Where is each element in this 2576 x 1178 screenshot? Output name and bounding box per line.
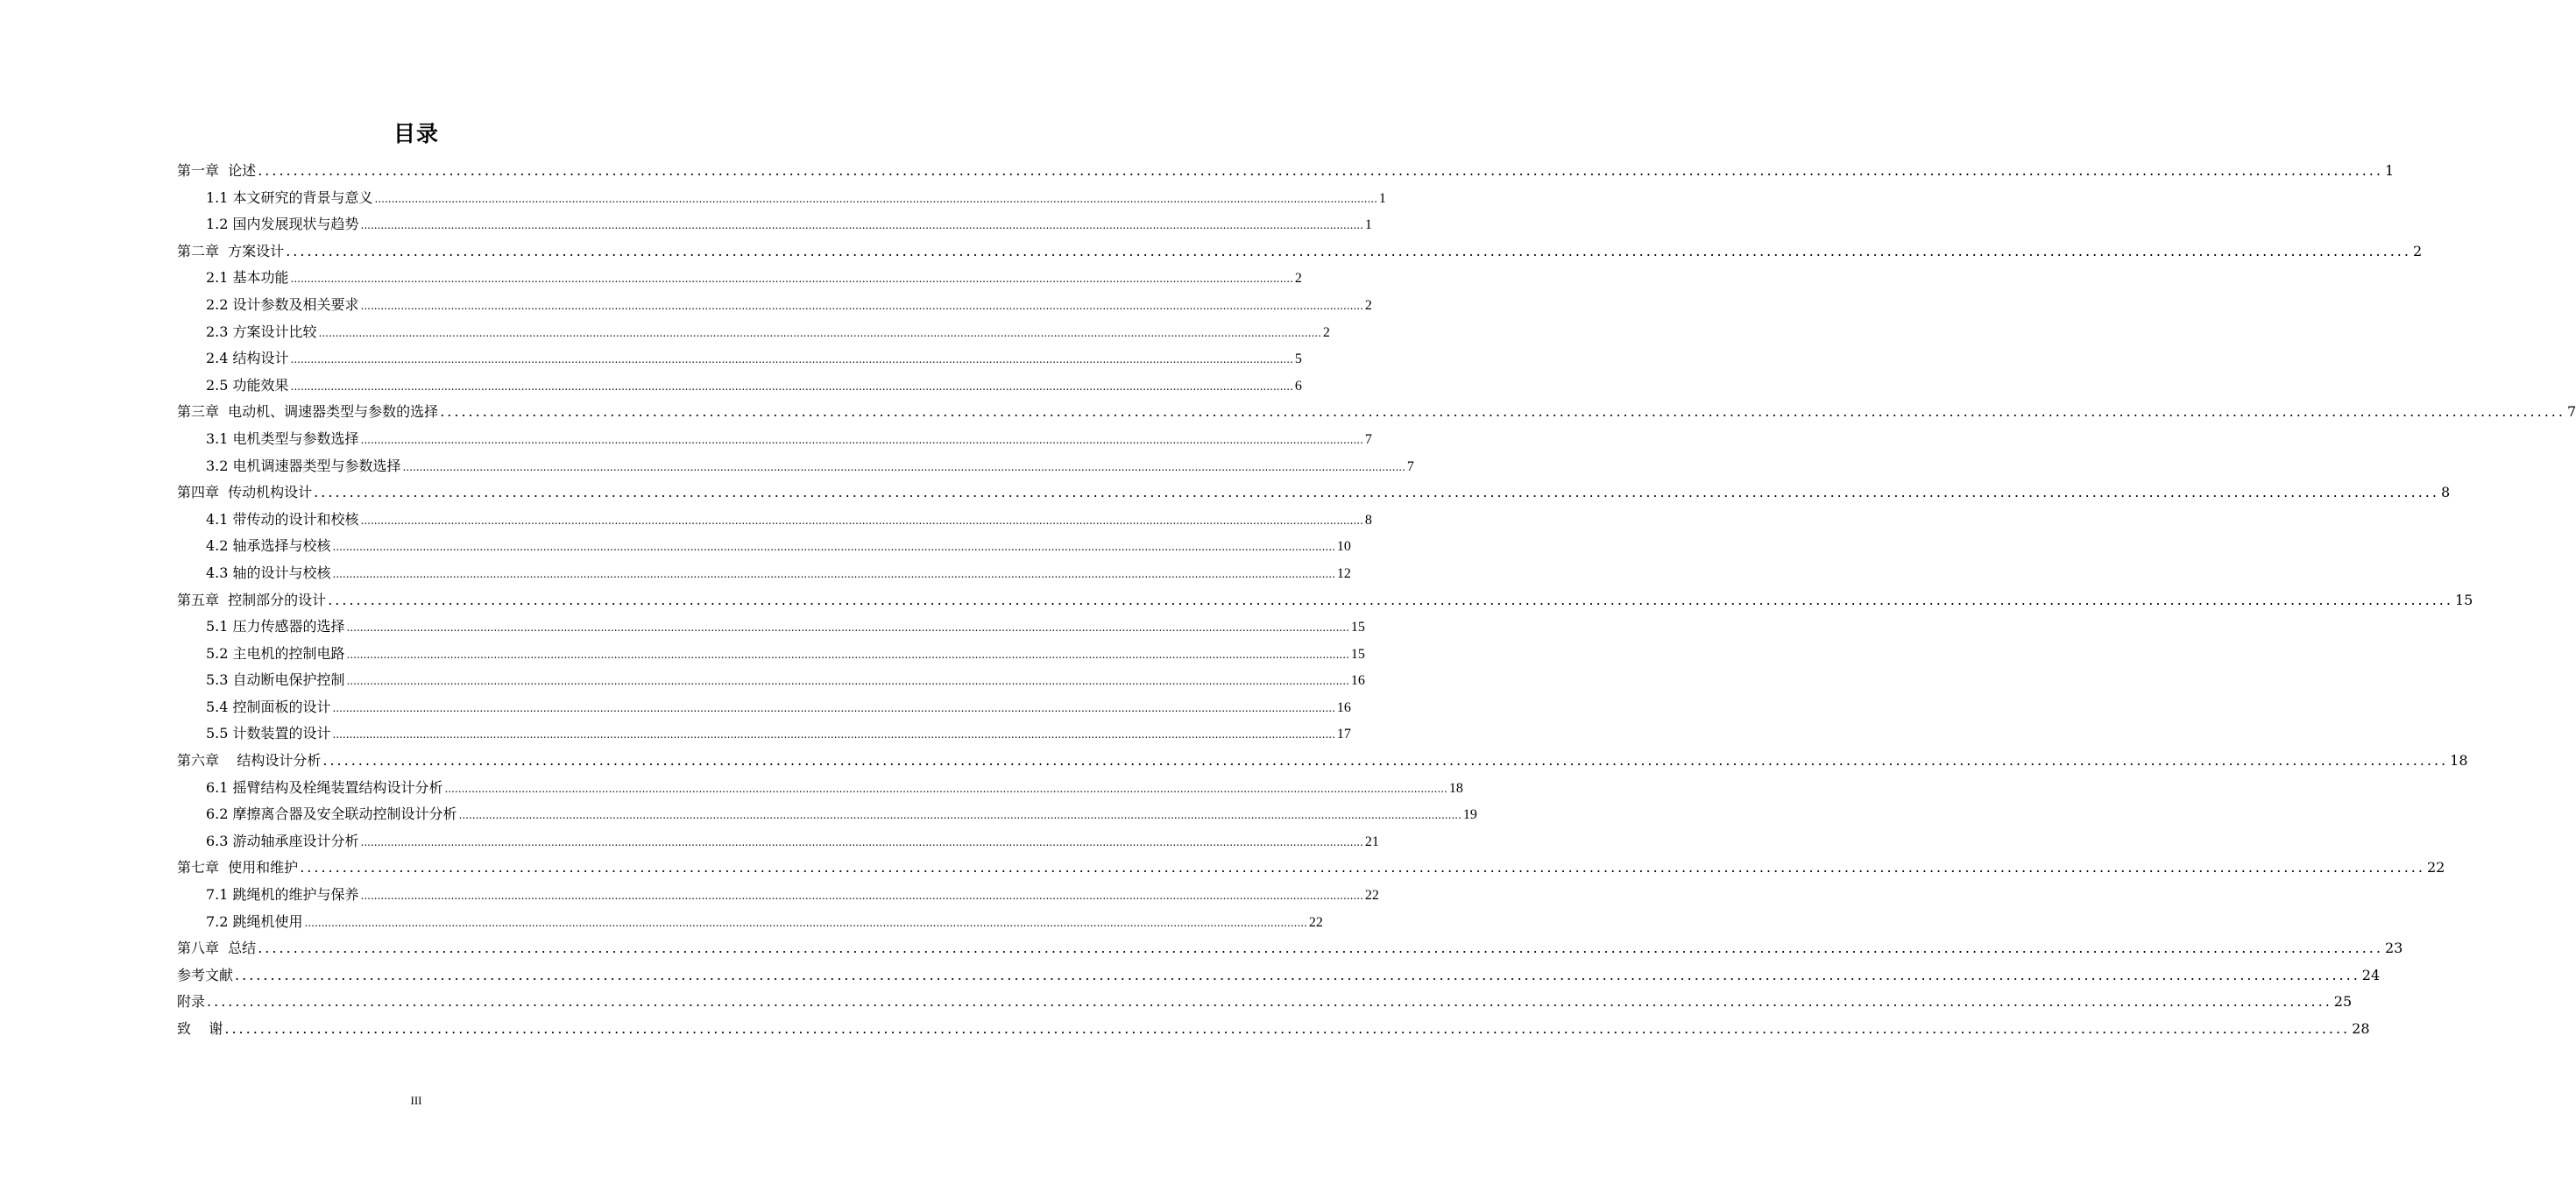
toc-entry-page-number: 7: [1364, 431, 1372, 447]
toc-dot-leader: ............................................................................................................................................................................................................................................................................................................: [235, 966, 2360, 983]
toc-dot-leader: ............................................................................................................................................................................................................................................................................................................: [360, 433, 1363, 446]
toc-chapter-entry[interactable]: [177, 158, 2395, 185]
toc-chapter-entry[interactable]: [177, 1016, 2370, 1043]
toc-entry-label: 6.3 游动轴承座设计分析: [206, 832, 359, 849]
toc-dot-leader: ............................................................................................................................................................................................................................................................................................................: [332, 567, 1335, 580]
toc-dot-leader: ............................................................................................................................................................................................................................................................................................................: [332, 728, 1335, 742]
toc-dot-leader: ............................................................................................................................................................................................................................................................................................................: [314, 484, 2439, 501]
toc-chapter-entry[interactable]: [177, 989, 2353, 1016]
toc-entry-page-number: 15: [2454, 591, 2473, 608]
toc-section-entry[interactable]: [177, 426, 1372, 453]
toc-entry-label: 3.2 电机调速器类型与参数选择: [206, 457, 401, 474]
toc-entry-label: 2.4 结构设计: [206, 350, 289, 367]
toc-entry-page-number: 19: [1462, 807, 1477, 823]
toc-entry-label: 2.3 方案设计比较: [206, 323, 317, 340]
toc-entry-label: 2.2 设计参数及相关要求: [206, 295, 359, 313]
toc-entry-page-number: 1: [2384, 162, 2395, 179]
toc-section-entry[interactable]: [177, 185, 1386, 212]
toc-entry-label: 第三章 电动机、调速器类型与参数的选择: [177, 403, 439, 421]
toc-section-entry[interactable]: [177, 560, 1351, 587]
toc-dot-leader: ............................................................................................................................................................................................................................................................................................................: [286, 242, 2411, 259]
page-title: 目录: [393, 121, 439, 146]
toc-entry-page-number: 18: [1448, 780, 1463, 796]
toc-entry-page-number: 7: [2566, 403, 2576, 421]
toc-entry-page-number: 8: [1364, 512, 1372, 528]
toc-entry-page-number: 2: [1322, 324, 1330, 340]
toc-dot-leader: ............................................................................................................................................................................................................................................................................................................: [346, 675, 1349, 688]
toc-entry-page-number: 12: [1336, 565, 1351, 581]
toc-entry-label: 第一章 论述: [177, 162, 257, 179]
toc-entry-label: 3.1 电机类型与参数选择: [206, 429, 359, 447]
toc-section-entry[interactable]: [177, 373, 1302, 400]
toc-section-entry[interactable]: [177, 882, 1379, 909]
toc-dot-leader: ............................................................................................................................................................................................................................................................................................................: [360, 219, 1363, 232]
toc-section-entry[interactable]: [177, 453, 1414, 480]
toc-entry-label: 1.1 本文研究的背景与意义: [206, 188, 373, 206]
toc-section-entry[interactable]: [177, 614, 1365, 641]
table-of-contents: [177, 158, 2576, 1043]
toc-entry-page-number: 1: [1378, 190, 1386, 206]
toc-entry-label: 参考文献: [177, 966, 234, 983]
toc-dot-leader: ............................................................................................................................................................................................................................................................................................................: [290, 273, 1293, 286]
toc-chapter-entry[interactable]: [177, 238, 2423, 266]
toc-chapter-entry[interactable]: [177, 587, 2473, 614]
toc-entry-label: 5.3 自动断电保护控制: [206, 671, 345, 689]
toc-entry-label: 6.2 摩擦离合器及安全联动控制设计分析: [206, 805, 457, 823]
toc-chapter-entry[interactable]: [177, 399, 2576, 426]
toc-entry-page-number: 2: [1294, 271, 1302, 287]
toc-entry-label: 6.1 摇臂结构及栓绳装置结构设计分析: [206, 778, 443, 796]
toc-section-entry[interactable]: [177, 775, 1463, 802]
toc-dot-leader: ............................................................................................................................................................................................................................................................................................................: [332, 541, 1335, 554]
toc-section-entry[interactable]: [177, 909, 1323, 936]
footer-page-number: III: [410, 1094, 422, 1107]
toc-entry-page-number: 2: [2412, 242, 2423, 259]
toc-entry-page-number: 18: [2450, 752, 2468, 770]
toc-dot-leader: ............................................................................................................................................................................................................................................................................................................: [300, 859, 2425, 876]
toc-entry-label: 致 谢: [177, 1020, 223, 1037]
toc-section-entry[interactable]: [177, 319, 1330, 346]
toc-entry-page-number: 15: [1350, 620, 1365, 635]
toc-entry-page-number: 25: [2333, 993, 2353, 1011]
toc-dot-leader: ............................................................................................................................................................................................................................................................................................................: [360, 835, 1363, 848]
toc-dot-leader: ............................................................................................................................................................................................................................................................................................................: [440, 403, 2565, 421]
toc-dot-leader: ............................................................................................................................................................................................................................................................................................................: [290, 353, 1293, 366]
toc-dot-leader: ............................................................................................................................................................................................................................................................................................................: [332, 701, 1335, 714]
toc-chapter-entry[interactable]: [177, 479, 2451, 507]
toc-dot-leader: ............................................................................................................................................................................................................................................................................................................: [402, 460, 1405, 473]
toc-dot-leader: ............................................................................................................................................................................................................................................................................................................: [346, 648, 1349, 661]
toc-entry-label: 第四章 传动机构设计: [177, 484, 313, 501]
toc-entry-label: 5.4 控制面板的设计: [206, 698, 331, 715]
toc-entry-label: 第八章 总结: [177, 940, 257, 957]
toc-entry-page-number: 7: [1406, 458, 1414, 474]
toc-entry-page-number: 6: [1294, 378, 1302, 394]
toc-section-entry[interactable]: [177, 694, 1351, 721]
toc-entry-page-number: 28: [2352, 1020, 2370, 1037]
toc-chapter-entry[interactable]: [177, 748, 2468, 775]
toc-entry-label: 5.1 压力传感器的选择: [206, 618, 345, 635]
toc-entry-page-number: 16: [1336, 699, 1351, 715]
toc-entry-page-number: 21: [1364, 834, 1379, 849]
toc-entry-label: 7.1 跳绳机的维护与保养: [206, 886, 359, 904]
toc-entry-label: 2.1 基本功能: [206, 269, 289, 287]
toc-dot-leader: ............................................................................................................................................................................................................................................................................................................: [258, 162, 2383, 179]
toc-dot-leader: ............................................................................................................................................................................................................................................................................................................: [328, 591, 2453, 608]
toc-chapter-entry[interactable]: [177, 962, 2381, 990]
toc-dot-leader: ............................................................................................................................................................................................................................................................................................................: [346, 621, 1349, 635]
toc-entry-label: 1.2 国内发展现状与趋势: [206, 216, 359, 233]
toc-entry-label: 4.3 轴的设计与校核: [206, 564, 331, 581]
toc-section-entry[interactable]: [177, 345, 1302, 373]
toc-dot-leader: ............................................................................................................................................................................................................................................................................................................: [374, 192, 1377, 205]
toc-entry-label: 2.5 功能效果: [206, 376, 289, 394]
toc-entry-label: 5.5 计数装置的设计: [206, 725, 331, 742]
toc-section-entry[interactable]: [177, 801, 1477, 828]
toc-entry-label: 第七章 使用和维护: [177, 859, 299, 876]
toc-chapter-entry[interactable]: [177, 855, 2445, 882]
toc-entry-page-number: 2: [1364, 297, 1372, 313]
toc-section-entry[interactable]: [177, 533, 1351, 560]
toc-dot-leader: ............................................................................................................................................................................................................................................................................................................: [207, 993, 2332, 1011]
toc-entry-page-number: 22: [1308, 914, 1323, 930]
toc-entry-page-number: 22: [2426, 859, 2445, 876]
toc-entry-page-number: 8: [2440, 484, 2451, 501]
toc-entry-page-number: 15: [1350, 646, 1365, 662]
toc-dot-leader: ............................................................................................................................................................................................................................................................................................................: [360, 299, 1363, 312]
toc-section-entry[interactable]: [177, 828, 1379, 855]
toc-dot-leader: ............................................................................................................................................................................................................................................................................................................: [360, 514, 1363, 527]
toc-dot-leader: ............................................................................................................................................................................................................................................................................................................: [290, 380, 1293, 393]
toc-section-entry[interactable]: [177, 720, 1351, 748]
toc-entry-label: 第二章 方案设计: [177, 242, 285, 259]
toc-entry-page-number: 17: [1336, 727, 1351, 742]
toc-entry-label: 第五章 控制部分的设计: [177, 591, 327, 608]
toc-entry-label: 附录: [177, 993, 206, 1011]
toc-entry-label: 4.2 轴承选择与校核: [206, 537, 331, 555]
toc-section-entry[interactable]: [177, 292, 1372, 319]
toc-chapter-entry[interactable]: [177, 935, 2403, 962]
toc-entry-page-number: 24: [2361, 966, 2381, 983]
toc-entry-label: 4.1 带传动的设计和校核: [206, 510, 359, 528]
toc-entry-label: 5.2 主电机的控制电路: [206, 644, 345, 662]
toc-entry-page-number: 10: [1336, 539, 1351, 555]
toc-entry-label: 第六章 结构设计分析: [177, 752, 322, 770]
toc-dot-leader: ............................................................................................................................................................................................................................................................................................................: [318, 326, 1321, 339]
toc-dot-leader: ............................................................................................................................................................................................................................................................................................................: [224, 1020, 2351, 1037]
toc-dot-leader: ............................................................................................................................................................................................................................................................................................................: [304, 916, 1307, 929]
toc-dot-leader: ............................................................................................................................................................................................................................................................................................................: [444, 782, 1447, 795]
toc-dot-leader: ............................................................................................................................................................................................................................................................................................................: [258, 940, 2383, 957]
toc-section-entry[interactable]: [177, 265, 1302, 292]
toc-entry-page-number: 5: [1294, 351, 1302, 367]
toc-dot-leader: ............................................................................................................................................................................................................................................................................................................: [322, 752, 2449, 770]
toc-dot-leader: ............................................................................................................................................................................................................................................................................................................: [458, 809, 1461, 822]
toc-entry-page-number: 1: [1364, 217, 1372, 233]
toc-section-entry[interactable]: [177, 507, 1372, 534]
toc-entry-page-number: 23: [2384, 940, 2403, 957]
toc-section-entry[interactable]: [177, 667, 1365, 694]
toc-section-entry[interactable]: [177, 211, 1372, 238]
toc-entry-page-number: 22: [1364, 888, 1379, 904]
toc-dot-leader: ............................................................................................................................................................................................................................................................................................................: [360, 890, 1363, 903]
toc-section-entry[interactable]: [177, 641, 1365, 668]
toc-entry-label: 7.2 跳绳机使用: [206, 912, 303, 930]
toc-entry-page-number: 16: [1350, 673, 1365, 689]
